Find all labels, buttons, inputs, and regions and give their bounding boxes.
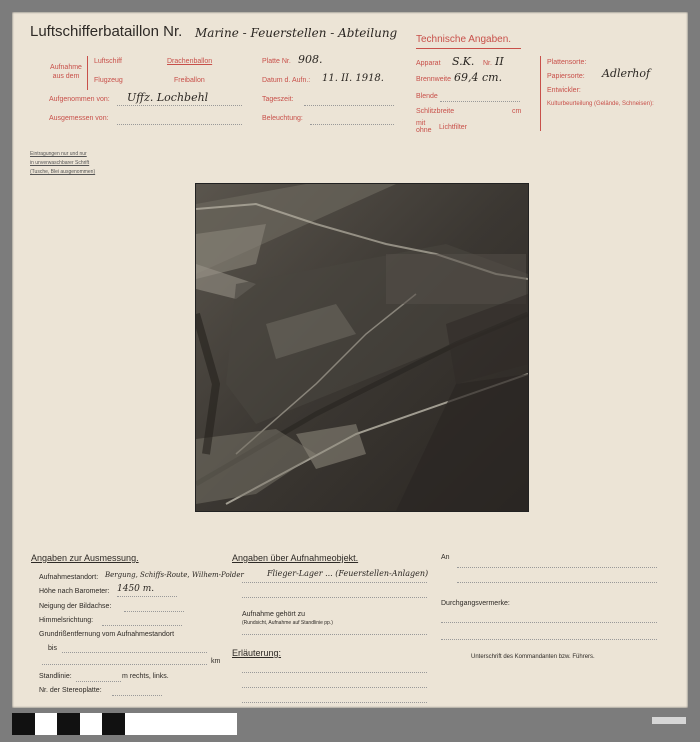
durchgang-label: Durchgangsvermerke:: [441, 600, 510, 607]
beleuchtung-label: Beleuchtung:: [262, 115, 303, 122]
kulturbeurteilung-label: Kulturbeurteilung (Gelände, Schneisen):: [547, 101, 654, 107]
nr-value: II: [495, 55, 504, 68]
erlaeuterung-line-1: [242, 672, 427, 673]
tech-heading-underline: [416, 48, 521, 49]
mit-ohne-label: mit ohne: [416, 120, 432, 134]
standlinie-label: Standlinie:: [39, 673, 72, 680]
durchgang-line-2: [441, 639, 657, 640]
scale-swatch: [215, 713, 238, 735]
form-card: [12, 12, 688, 708]
freiballon-label: Freiballon: [174, 77, 205, 84]
scale-swatch: [192, 713, 215, 735]
aufnahme-aus-label: Aufnahme aus dem: [50, 64, 82, 80]
objekt-value: Flieger-Lager ... (Feuerstellen-Anlagen): [267, 569, 429, 578]
objekt-line-2: [242, 597, 427, 598]
aufgenommen-label: Aufgenommen von:: [49, 96, 110, 103]
erlaeuterung-heading: Erläuterung:: [232, 648, 282, 658]
rundsicht-label: (Rundsicht, Aufnahme auf Standlinie pp.): [242, 620, 333, 626]
erlaeuterung-line-3: [242, 702, 427, 703]
himmelsrichtung-line: [102, 625, 182, 626]
lichtfilter-label: Lichtfilter: [439, 124, 468, 131]
standlinie-line: [76, 681, 121, 682]
an-line-1: [457, 567, 657, 568]
aerial-photograph: [195, 183, 529, 512]
ausgemessen-line: [117, 124, 242, 125]
bis-line: [62, 652, 207, 653]
scale-swatch: [147, 713, 170, 735]
aufgenommen-line: [117, 105, 242, 106]
brennweite-label: Brennweite: [416, 76, 452, 83]
gehoert-label: Aufnahme gehört zu: [242, 611, 306, 618]
grundriss-line: [42, 664, 207, 665]
apparat-value: S.K.: [452, 55, 475, 68]
aufgenommen-value: Uffz. Lochbehl: [127, 91, 209, 104]
blende-label: Blende: [416, 93, 438, 100]
objekt-heading: Angaben über Aufnahmeobjekt.: [232, 553, 359, 563]
left-divider: [87, 56, 88, 90]
tech-divider: [540, 56, 541, 131]
plattensorte-label: Plattensorte:: [547, 59, 587, 66]
note-line: Eintragungen nur und nur: [30, 151, 87, 157]
erlaeuterung-line-2: [242, 687, 427, 688]
m-rechts-label: m rechts, links.: [122, 673, 169, 680]
gehoert-line: [242, 634, 427, 635]
beleuchtung-line: [310, 124, 394, 125]
an-line-2: [457, 582, 657, 583]
archive-tag: [652, 717, 686, 724]
ausgemessen-label: Ausgemessen von:: [49, 115, 109, 122]
schlitzbreite-label: Schlitzbreite: [416, 108, 455, 115]
stereo-label: Nr. der Stereoplatte:: [39, 687, 102, 694]
scale-swatch: [35, 713, 58, 735]
datum-label: Datum d. Aufn.:: [262, 77, 311, 84]
technische-heading: Technische Angaben.: [416, 34, 512, 45]
note-block: [30, 150, 95, 177]
an-label: An: [441, 554, 450, 561]
note-line: (Tusche, Blei ausgenommen): [30, 169, 96, 175]
hoehe-value: 1450 m.: [117, 584, 155, 594]
ausmessung-heading: Angaben zur Ausmessung.: [31, 553, 139, 563]
blende-line: [440, 101, 520, 102]
apparat-label: Apparat: [416, 60, 441, 67]
scale-swatch: [80, 713, 103, 735]
neigung-label: Neigung der Bildachse:: [39, 603, 112, 610]
hoehe-line: [117, 596, 177, 597]
platte-label: Platte Nr.: [262, 58, 291, 65]
hoehe-label: Höhe nach Barometer:: [39, 588, 110, 595]
nr-label: Nr.: [483, 60, 492, 67]
km-label: km: [211, 658, 221, 665]
entwickler-label: Entwickler:: [547, 87, 581, 94]
platte-value: 908.: [298, 53, 323, 66]
aufnahmestandort-value: Bergung, Schiffs-Route, Wilhem-Polder: [105, 571, 244, 579]
stereo-line: [112, 695, 162, 696]
durchgang-line-1: [441, 622, 657, 623]
aufnahmestandort-label: Aufnahmestandort:: [39, 574, 99, 581]
himmelsrichtung-label: Himmelsrichtung:: [39, 617, 94, 624]
bis-label: bis: [48, 645, 57, 652]
scale-swatch: [102, 713, 125, 735]
flugzeug-label: Flugzeug: [94, 77, 123, 84]
papiersorte-value: Adlerhof: [602, 67, 651, 80]
form-title: Luftschifferbataillon Nr.: [30, 23, 183, 40]
tageszeit-label: Tageszeit:: [262, 96, 294, 103]
grundriss-label: Grundrißentfernung vom Aufnahmestandort: [39, 631, 175, 638]
scale-swatch: [57, 713, 80, 735]
brennweite-value: 69,4 cm.: [454, 71, 503, 84]
luftschiff-label: Luftschiff: [94, 58, 122, 65]
scale-swatch: [12, 713, 35, 735]
color-scale-bar: [12, 713, 237, 735]
unit-handwritten: Marine - Feuerstellen - Abteilung: [195, 26, 398, 40]
tageszeit-line: [304, 105, 394, 106]
drachenballon-label: Drachenballon: [167, 58, 213, 65]
aerial-photo-image: [196, 184, 528, 511]
unterschrift-label: Unterschrift des Kommandanten bzw. Führers.: [471, 654, 595, 660]
datum-value: 11. II. 1918.: [322, 73, 384, 84]
objekt-line-1: [242, 582, 427, 583]
note-line: in unverwaschbarer Schrift: [30, 160, 90, 166]
scale-swatch: [125, 713, 148, 735]
neigung-line: [124, 611, 184, 612]
scale-swatch: [170, 713, 193, 735]
papiersorte-label: Papiersorte:: [547, 73, 585, 80]
cm-label: cm: [512, 108, 522, 115]
